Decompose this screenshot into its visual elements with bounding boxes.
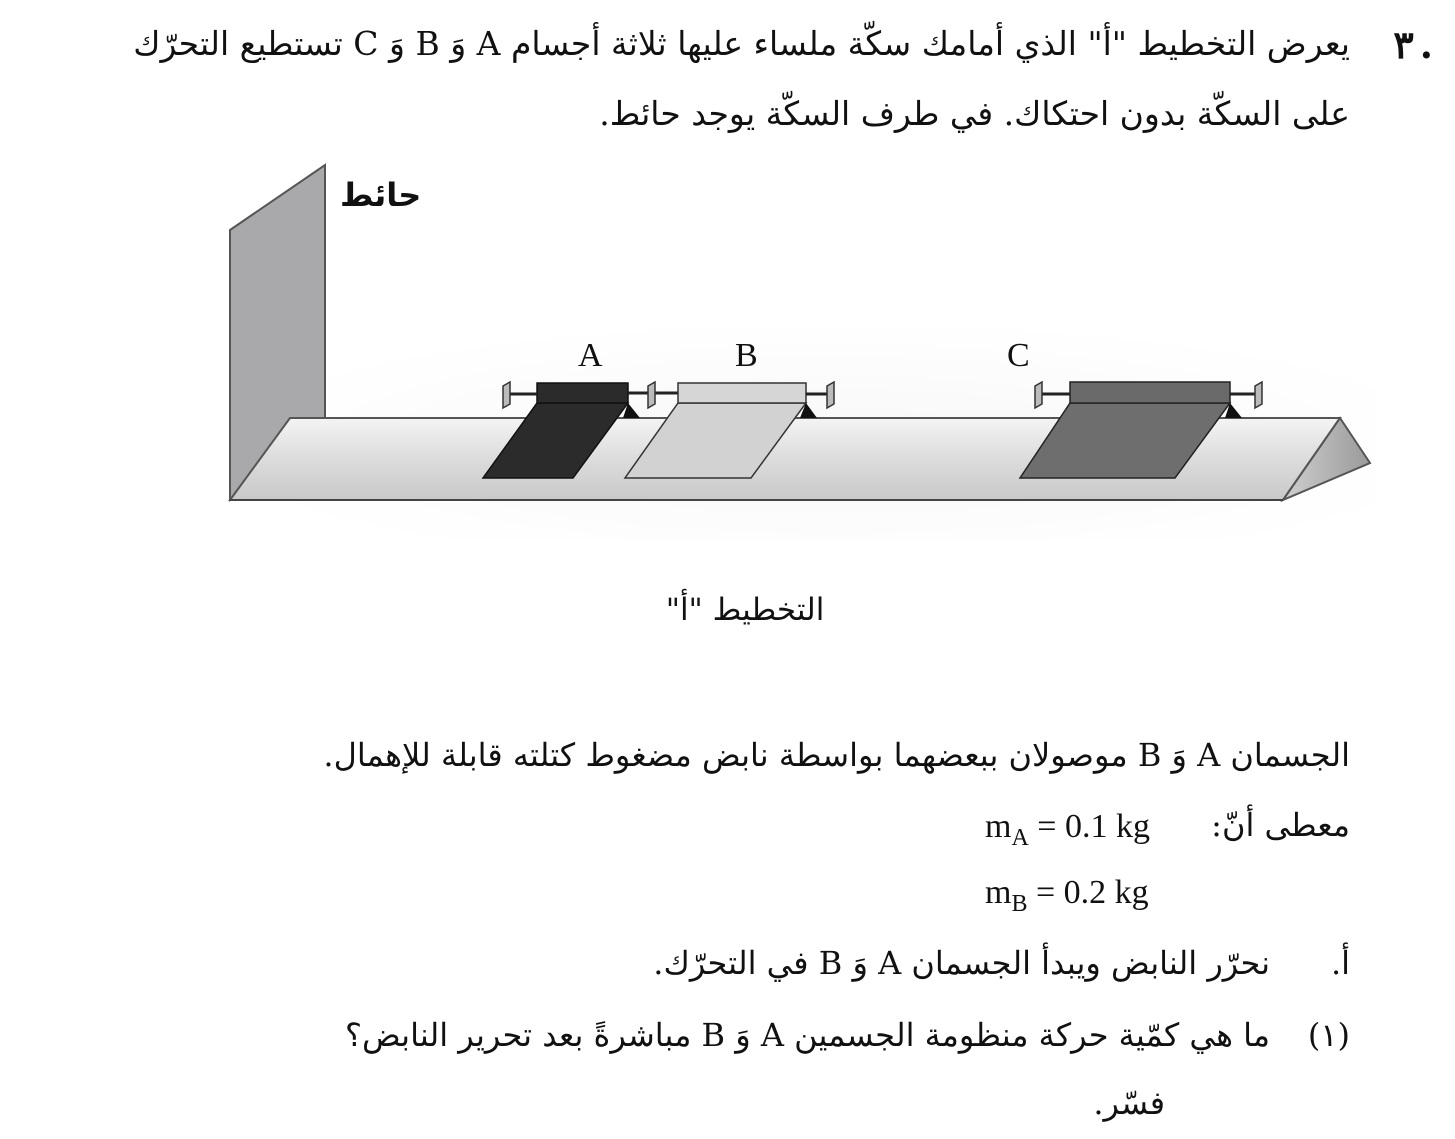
mass-a-formula	[985, 808, 1150, 852]
explain-prompt: فسّر.	[1093, 1084, 1165, 1122]
mass-b-symbol: m	[985, 874, 1012, 911]
sub-question-1-number: (١)	[1307, 1016, 1350, 1054]
cart-b-top	[678, 383, 806, 403]
cart-a-bumper	[503, 382, 510, 408]
question-number-dot: .	[1419, 22, 1433, 67]
cart-b-label: B	[735, 337, 758, 374]
cart-c-top	[1070, 382, 1230, 403]
cart-a-top	[537, 383, 628, 403]
question-number	[1393, 22, 1433, 67]
spring-plate	[648, 382, 655, 408]
mass-b-formula	[985, 874, 1149, 918]
mass-b-subscript: B	[1011, 890, 1028, 917]
intro-line-1: يعرض التخطيط "أ" الذي أمامك سكّة ملساء عليها ثلاثة أجسام A وَ B وَ C تستطيع التحرّك	[133, 24, 1350, 63]
question-number-value: ٣	[1393, 22, 1414, 67]
cart-a-label: A	[578, 337, 603, 374]
cart-c-bumper-left	[1035, 382, 1042, 408]
intro-line-2: على السكّة بدون احتكاك. في طرف السكّة يوجد حائط.	[599, 94, 1350, 133]
mass-b-value: = 0.2 kg	[1035, 874, 1149, 911]
spring-description: الجسمان A وَ B موصولان ببعضهما بواسطة نابض مضغوط كتلته قابلة للإهمال.	[323, 736, 1350, 774]
part-a-letter: أ.	[1330, 944, 1350, 982]
sub-question-1-text: ما هي كمّية حركة منظومة الجسمين A وَ B مباشرةً بعد تحرير النابض؟	[344, 1016, 1270, 1054]
mass-a-value: = 0.1 kg	[1037, 808, 1150, 845]
given-label: معطى أنّ:	[1211, 806, 1350, 844]
cart-c-label: C	[1007, 337, 1030, 374]
cart-b-bumper	[827, 382, 834, 408]
part-a-text: نحرّر النابض ويبدأ الجسمان A وَ B في التحرّك.	[653, 944, 1270, 982]
wall-label: حائط	[340, 176, 422, 214]
cart-c-bumper-right	[1255, 382, 1262, 408]
mass-a-symbol: m	[985, 808, 1012, 845]
mass-a-subscript: A	[1011, 824, 1029, 851]
track-diagram	[225, 160, 1385, 550]
diagram-caption: التخطيط "أ"	[665, 592, 825, 628]
